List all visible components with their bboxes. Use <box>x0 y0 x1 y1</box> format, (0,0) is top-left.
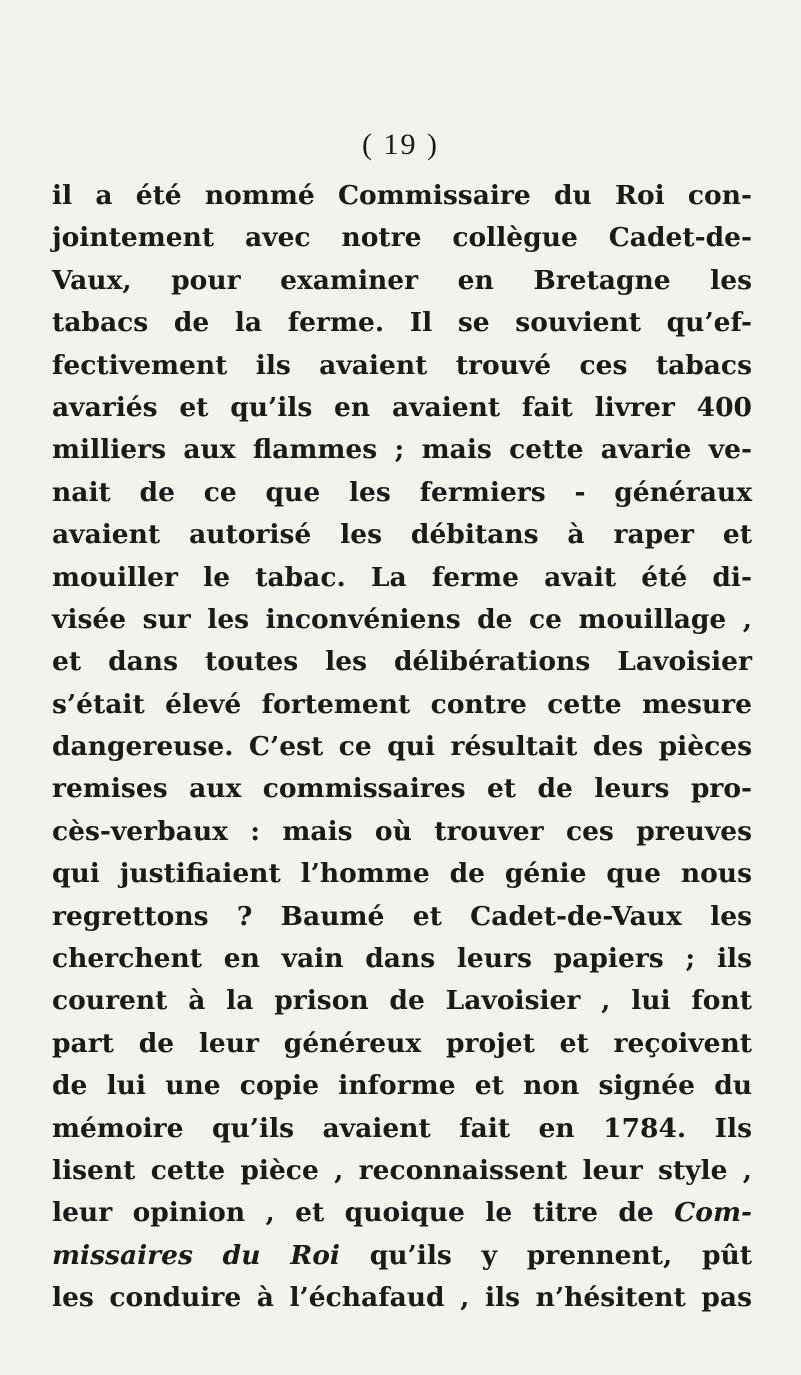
text-line: milliers aux flammes ; mais cette avarie ve- <box>52 434 752 466</box>
text-line: nait de ce que les fermiers - généraux <box>52 476 752 508</box>
page-number: ( 19 ) <box>362 128 439 161</box>
text-line: lisent cette pièce , reconnaissent leur style , <box>52 1154 752 1186</box>
text-line: il a été nommé Commissaire du Roi con- <box>52 180 752 211</box>
text-line: regrettons ? Baumé et Cadet-de-Vaux les <box>52 900 752 932</box>
italic-segment: missaires du Roi <box>52 1239 340 1271</box>
text-line: jointement avec notre collègue Cadet-de- <box>52 222 752 254</box>
text-line: mémoire qu’ils avaient fait en 1784. Ils <box>52 1112 752 1144</box>
text-line: remises aux commissaires et de leurs pro- <box>52 773 752 805</box>
text-line: mouiller le tabac. La ferme avait été di- <box>52 561 752 593</box>
body-text <box>52 175 752 1320</box>
text-line: et dans toutes les délibérations Lavoisier <box>52 646 752 678</box>
text-line: avariés et qu’ils en avaient fait livrer 400 <box>52 391 752 423</box>
text-line: part de leur généreux projet et reçoivent <box>52 1027 752 1059</box>
text-line: avaient autorisé les débitans à raper et <box>52 519 752 551</box>
italic-segment: Com- <box>674 1197 752 1229</box>
text-line: les conduire à l’échafaud , ils n’hésitent pas <box>52 1282 752 1314</box>
text-line: fectivement ils avaient trouvé ces tabacs <box>52 349 752 381</box>
text-line: qui justifiaient l’homme de génie que nous <box>52 858 752 890</box>
text-line: de lui une copie informe et non signée du <box>52 1070 752 1102</box>
text-line: s’était élevé fortement contre cette mesure <box>52 688 752 720</box>
text-line: courent à la prison de Lavoisier , lui font <box>52 985 752 1017</box>
text-line: cès-verbaux : mais où trouver ces preuves <box>52 815 752 847</box>
text-line: Vaux, pour examiner en Bretagne les <box>52 264 752 296</box>
text-line <box>52 1192 752 1234</box>
text-line: dangereuse. C’est ce qui résultait des pièces <box>52 731 752 763</box>
text-line: cherchent en vain dans leurs papiers ; ils <box>52 943 752 975</box>
text-line: tabacs de la ferme. Il se souvient qu’ef- <box>52 307 752 339</box>
text-line <box>52 1235 752 1277</box>
text-segment: leur opinion , et quoique le titre de <box>52 1197 675 1229</box>
text-line: visée sur les inconvéniens de ce mouillage , <box>52 603 752 635</box>
text-segment: qu’ils y prennent, pût <box>340 1239 752 1271</box>
